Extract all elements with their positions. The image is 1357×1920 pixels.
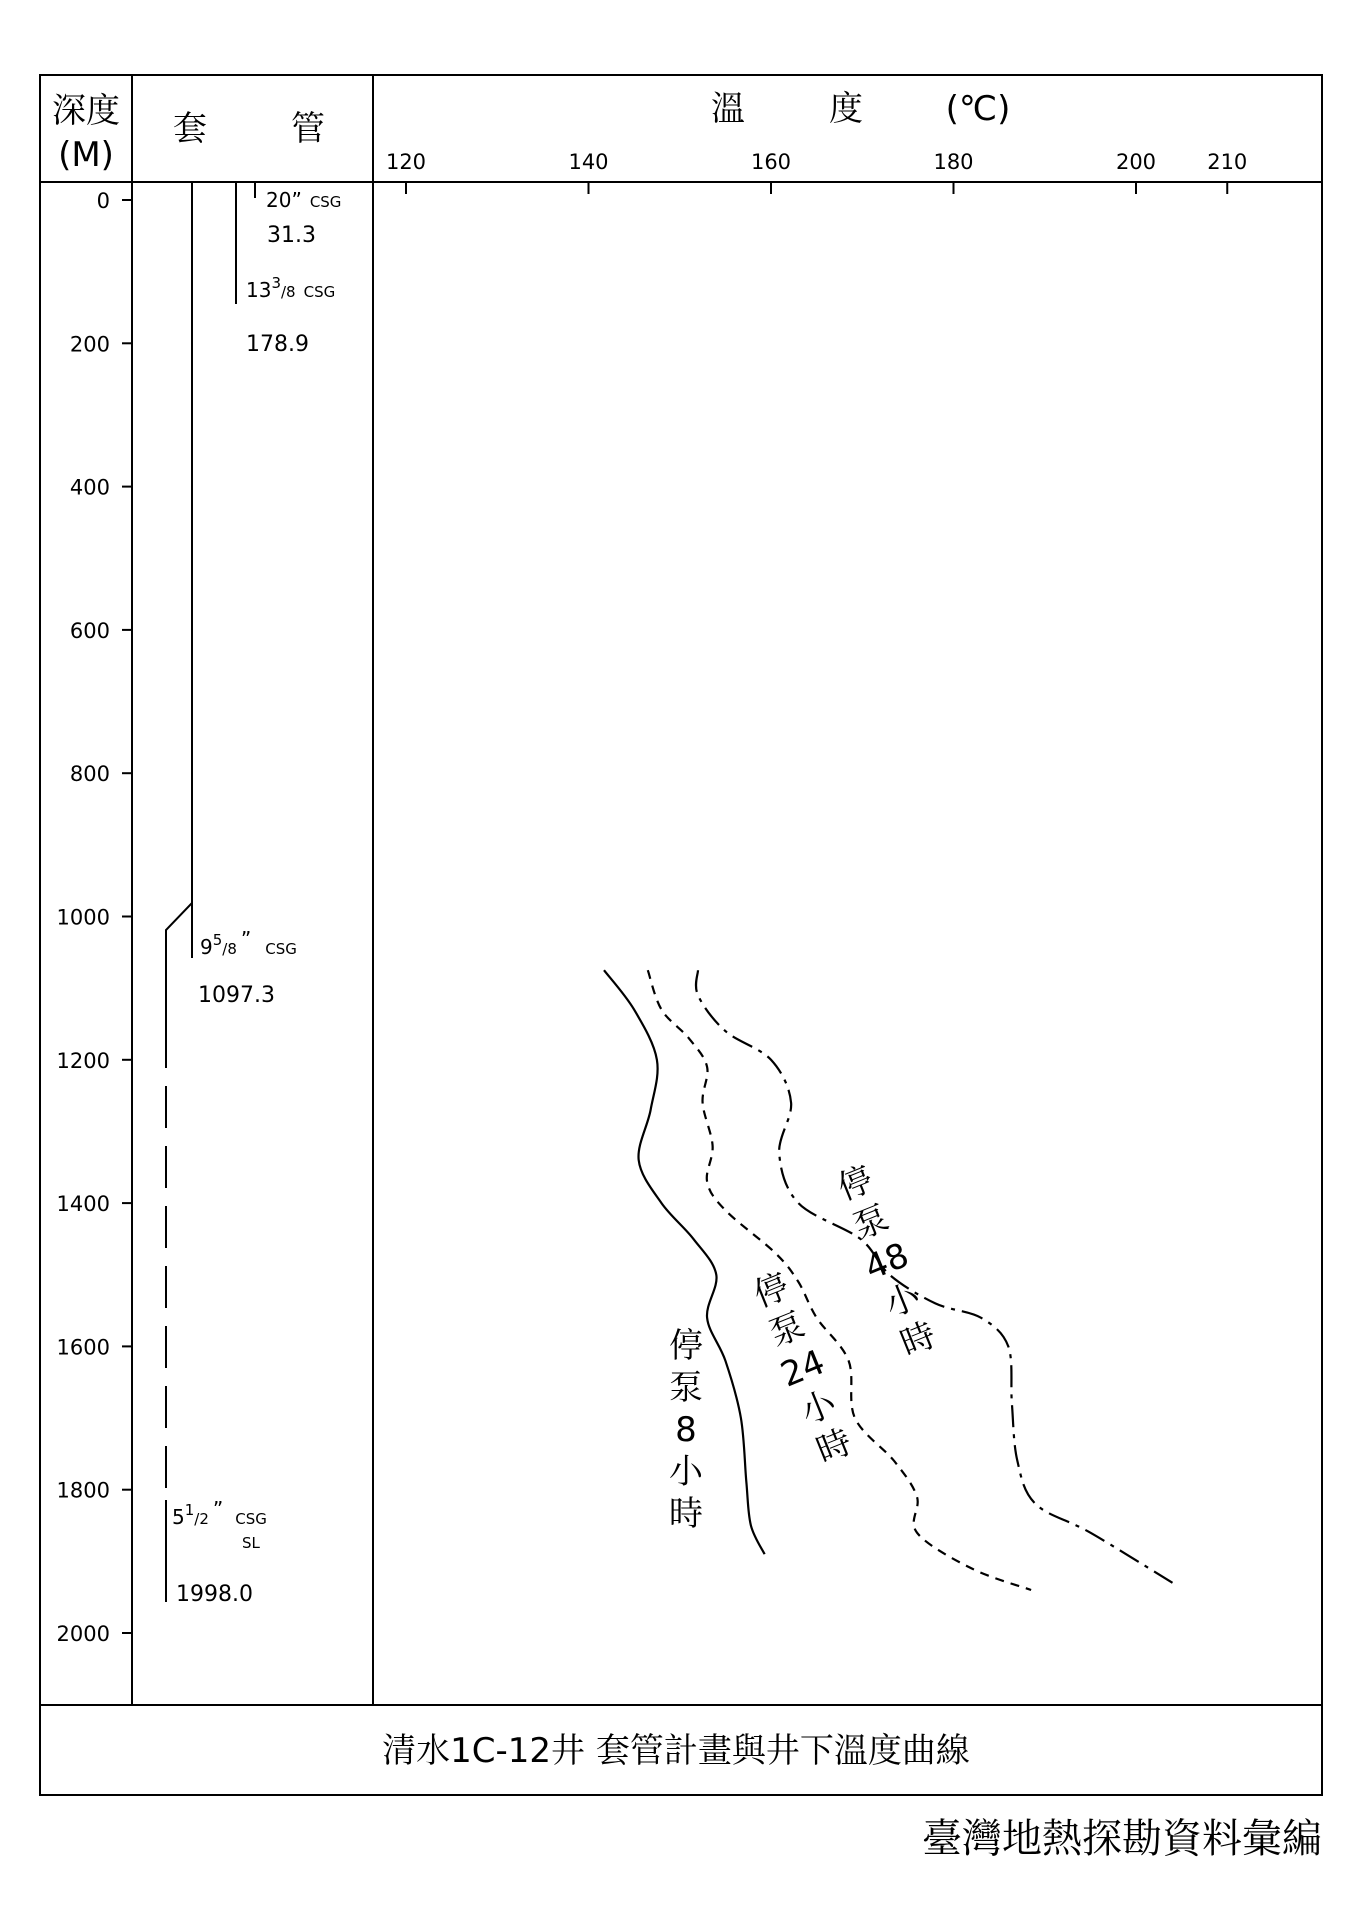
x-tick-label: 180 [933, 150, 974, 174]
curve-label-8h-4: 小 [669, 1452, 703, 1492]
depth-header-top: 深度 [52, 91, 120, 131]
curve-label-8h-3: 8 [675, 1410, 697, 1450]
curve-label-8h-5: 時 [669, 1494, 703, 1534]
y-axis-ticks [57, 189, 132, 1646]
y-tick-label: 1400 [56, 1192, 110, 1217]
curve-label-24h-1: 停 [748, 1266, 795, 1316]
curve-label-24h-4: 小 [795, 1382, 842, 1433]
depth-header-bottom: (M) [58, 135, 114, 175]
x-tick-label: 200 [1115, 150, 1157, 174]
casing-5-label-sl: SL [242, 1534, 260, 1552]
x-tick-label: 120 [385, 150, 427, 174]
source-credit: 臺灣地熱探勘資料彙編 [922, 1816, 1322, 1862]
casing-9-line [166, 182, 192, 1026]
curve-label-24h-3: 24 [775, 1342, 831, 1396]
curve-label-48h [828, 1157, 946, 1366]
temp-header-char2: 度 [829, 89, 863, 129]
y-tick-label: 200 [69, 332, 110, 357]
outer-border [40, 75, 1322, 1795]
y-tick-label: 1600 [56, 1335, 110, 1360]
casing-header-char1: 套 [173, 109, 207, 149]
y-tick-label: 1200 [56, 1048, 110, 1073]
curve-label-48h-2: 泵 [847, 1197, 895, 1248]
y-tick-label: 600 [69, 618, 110, 643]
x-tick-label: 210 [1207, 150, 1248, 174]
temperature-curve-24h [648, 970, 1031, 1590]
casing-9-depth: 1097.3 [198, 983, 275, 1008]
curve-label-24h-5: 時 [811, 1421, 858, 1472]
curve-label-24h [744, 1264, 862, 1473]
frame [40, 75, 1322, 1795]
curve-label-48h-3: 48 [859, 1235, 915, 1289]
x-tick-label: 160 [750, 150, 792, 174]
casing-13-depth: 178.9 [246, 332, 309, 357]
y-tick-label: 0 [96, 189, 110, 213]
curve-label-8h [669, 1326, 704, 1534]
curve-label-48h-4: 小 [879, 1275, 926, 1326]
temp-header-unit: (℃) [945, 89, 1011, 129]
casing-5-depth: 1998.0 [176, 1582, 253, 1607]
y-tick-label: 2000 [56, 1622, 110, 1646]
casing-9-label: $9^5_{/8}$ ” $_{CSG}$ [200, 927, 297, 959]
x-tick-label: 140 [568, 150, 609, 174]
x-axis-ticks [386, 150, 1247, 194]
curve-label-48h-1: 停 [832, 1159, 879, 1209]
casing-20-label: 20” CSG [266, 188, 342, 212]
casing-20-depth: 31.3 [267, 223, 316, 248]
casing-13-label: $13^3_{/8}$ CSG [246, 274, 336, 302]
temp-header-char1: 溫 [711, 89, 745, 129]
y-tick-label: 1000 [56, 905, 110, 930]
y-tick-label: 800 [69, 762, 110, 787]
casing-strings [166, 182, 255, 1602]
y-tick-label: 1800 [56, 1478, 110, 1503]
casing-header-char2: 管 [291, 109, 325, 149]
curve-label-24h-2: 泵 [763, 1304, 811, 1355]
y-tick-label: 400 [69, 475, 110, 500]
figure-title: 清水1C-12井 套管計畫與井下溫度曲線 [382, 1731, 970, 1771]
casing-5-label: $5^1_{/2}$ ” $_{CSG}$ [172, 1497, 267, 1529]
curve-label-48h-5: 時 [895, 1314, 942, 1365]
curve-label-8h-2: 泵 [669, 1368, 703, 1408]
curve-label-8h-1: 停 [669, 1326, 703, 1366]
